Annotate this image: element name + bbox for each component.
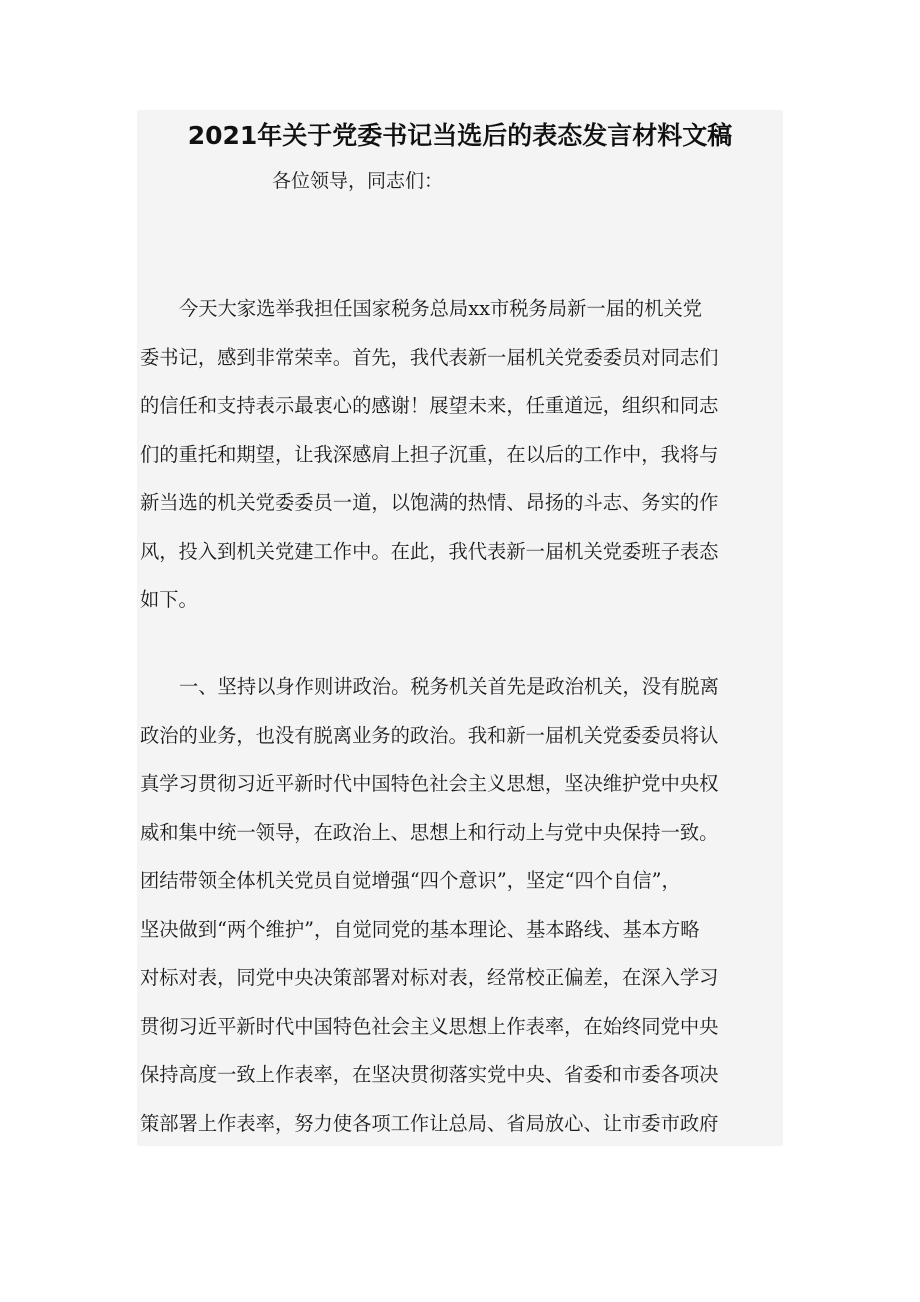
paragraph-line: 策部署上作表率，努力使各项工作让总局、省局放心、让市委市政府 <box>140 1111 719 1135</box>
paragraph-2 <box>140 663 786 1148</box>
paragraph-line: 保持高度一致上作表率，在坚决贯彻落实党中央、省委和市委各项决 <box>140 1063 719 1086</box>
paragraph-line: 们的重托和期望，让我深感肩上担子沉重，在以后的工作中，我将与 <box>140 442 719 466</box>
paragraph-line: 新当选的机关党委委员一道，以饱满的热情、昂扬的斗志、务实的作 <box>140 491 719 514</box>
paragraph-1 <box>140 285 786 625</box>
paragraph-line: 如下。 <box>140 588 198 611</box>
paragraph-line: 一、坚持以身作则讲政治。税务机关首先是政治机关，没有脱离 <box>179 675 719 698</box>
paragraph-line: 真学习贯彻习近平新时代中国特色社会主义思想，坚决维护党中央权 <box>140 772 719 795</box>
paragraph-line: 贯彻习近平新时代中国特色社会主义思想上作表率，在始终同党中央 <box>140 1014 719 1038</box>
paragraph-line: 威和集中统一领导，在政治上、思想上和行动上与党中央保持一致。 <box>140 820 719 844</box>
paragraph-line: 团结带领全体机关党员自觉增强“四个意识”，坚定“四个自信”， <box>140 869 681 892</box>
paragraph-line: 坚决做到“两个维护”，自觉同党的基本理论、基本路线、基本方略 <box>140 917 700 941</box>
paragraph-line: 政治的业务，也没有脱离业务的政治。我和新一届机关党委委员将认 <box>140 723 719 747</box>
paragraph-line: 风，投入到机关党建工作中。在此，我代表新一届机关党委班子表态 <box>140 539 719 563</box>
document-title: 2021年关于党委书记当选后的表态发言材料文稿 <box>187 121 733 150</box>
paragraph-line: 今天大家选举我担任国家税务总局xx市税务局新一届的机关党 <box>179 297 703 320</box>
paragraph-line: 对标对表，同党中央决策部署对标对表，经常校正偏差，在深入学习 <box>140 966 719 989</box>
salutation: 各位领导，同志们： <box>272 170 444 192</box>
paragraph-line: 的信任和支持表示最衷心的感谢！展望未来，任重道远，组织和同志 <box>140 394 719 417</box>
paragraph-line: 委书记，感到非常荣幸。首先，我代表新一届机关党委委员对同志们 <box>140 345 719 369</box>
